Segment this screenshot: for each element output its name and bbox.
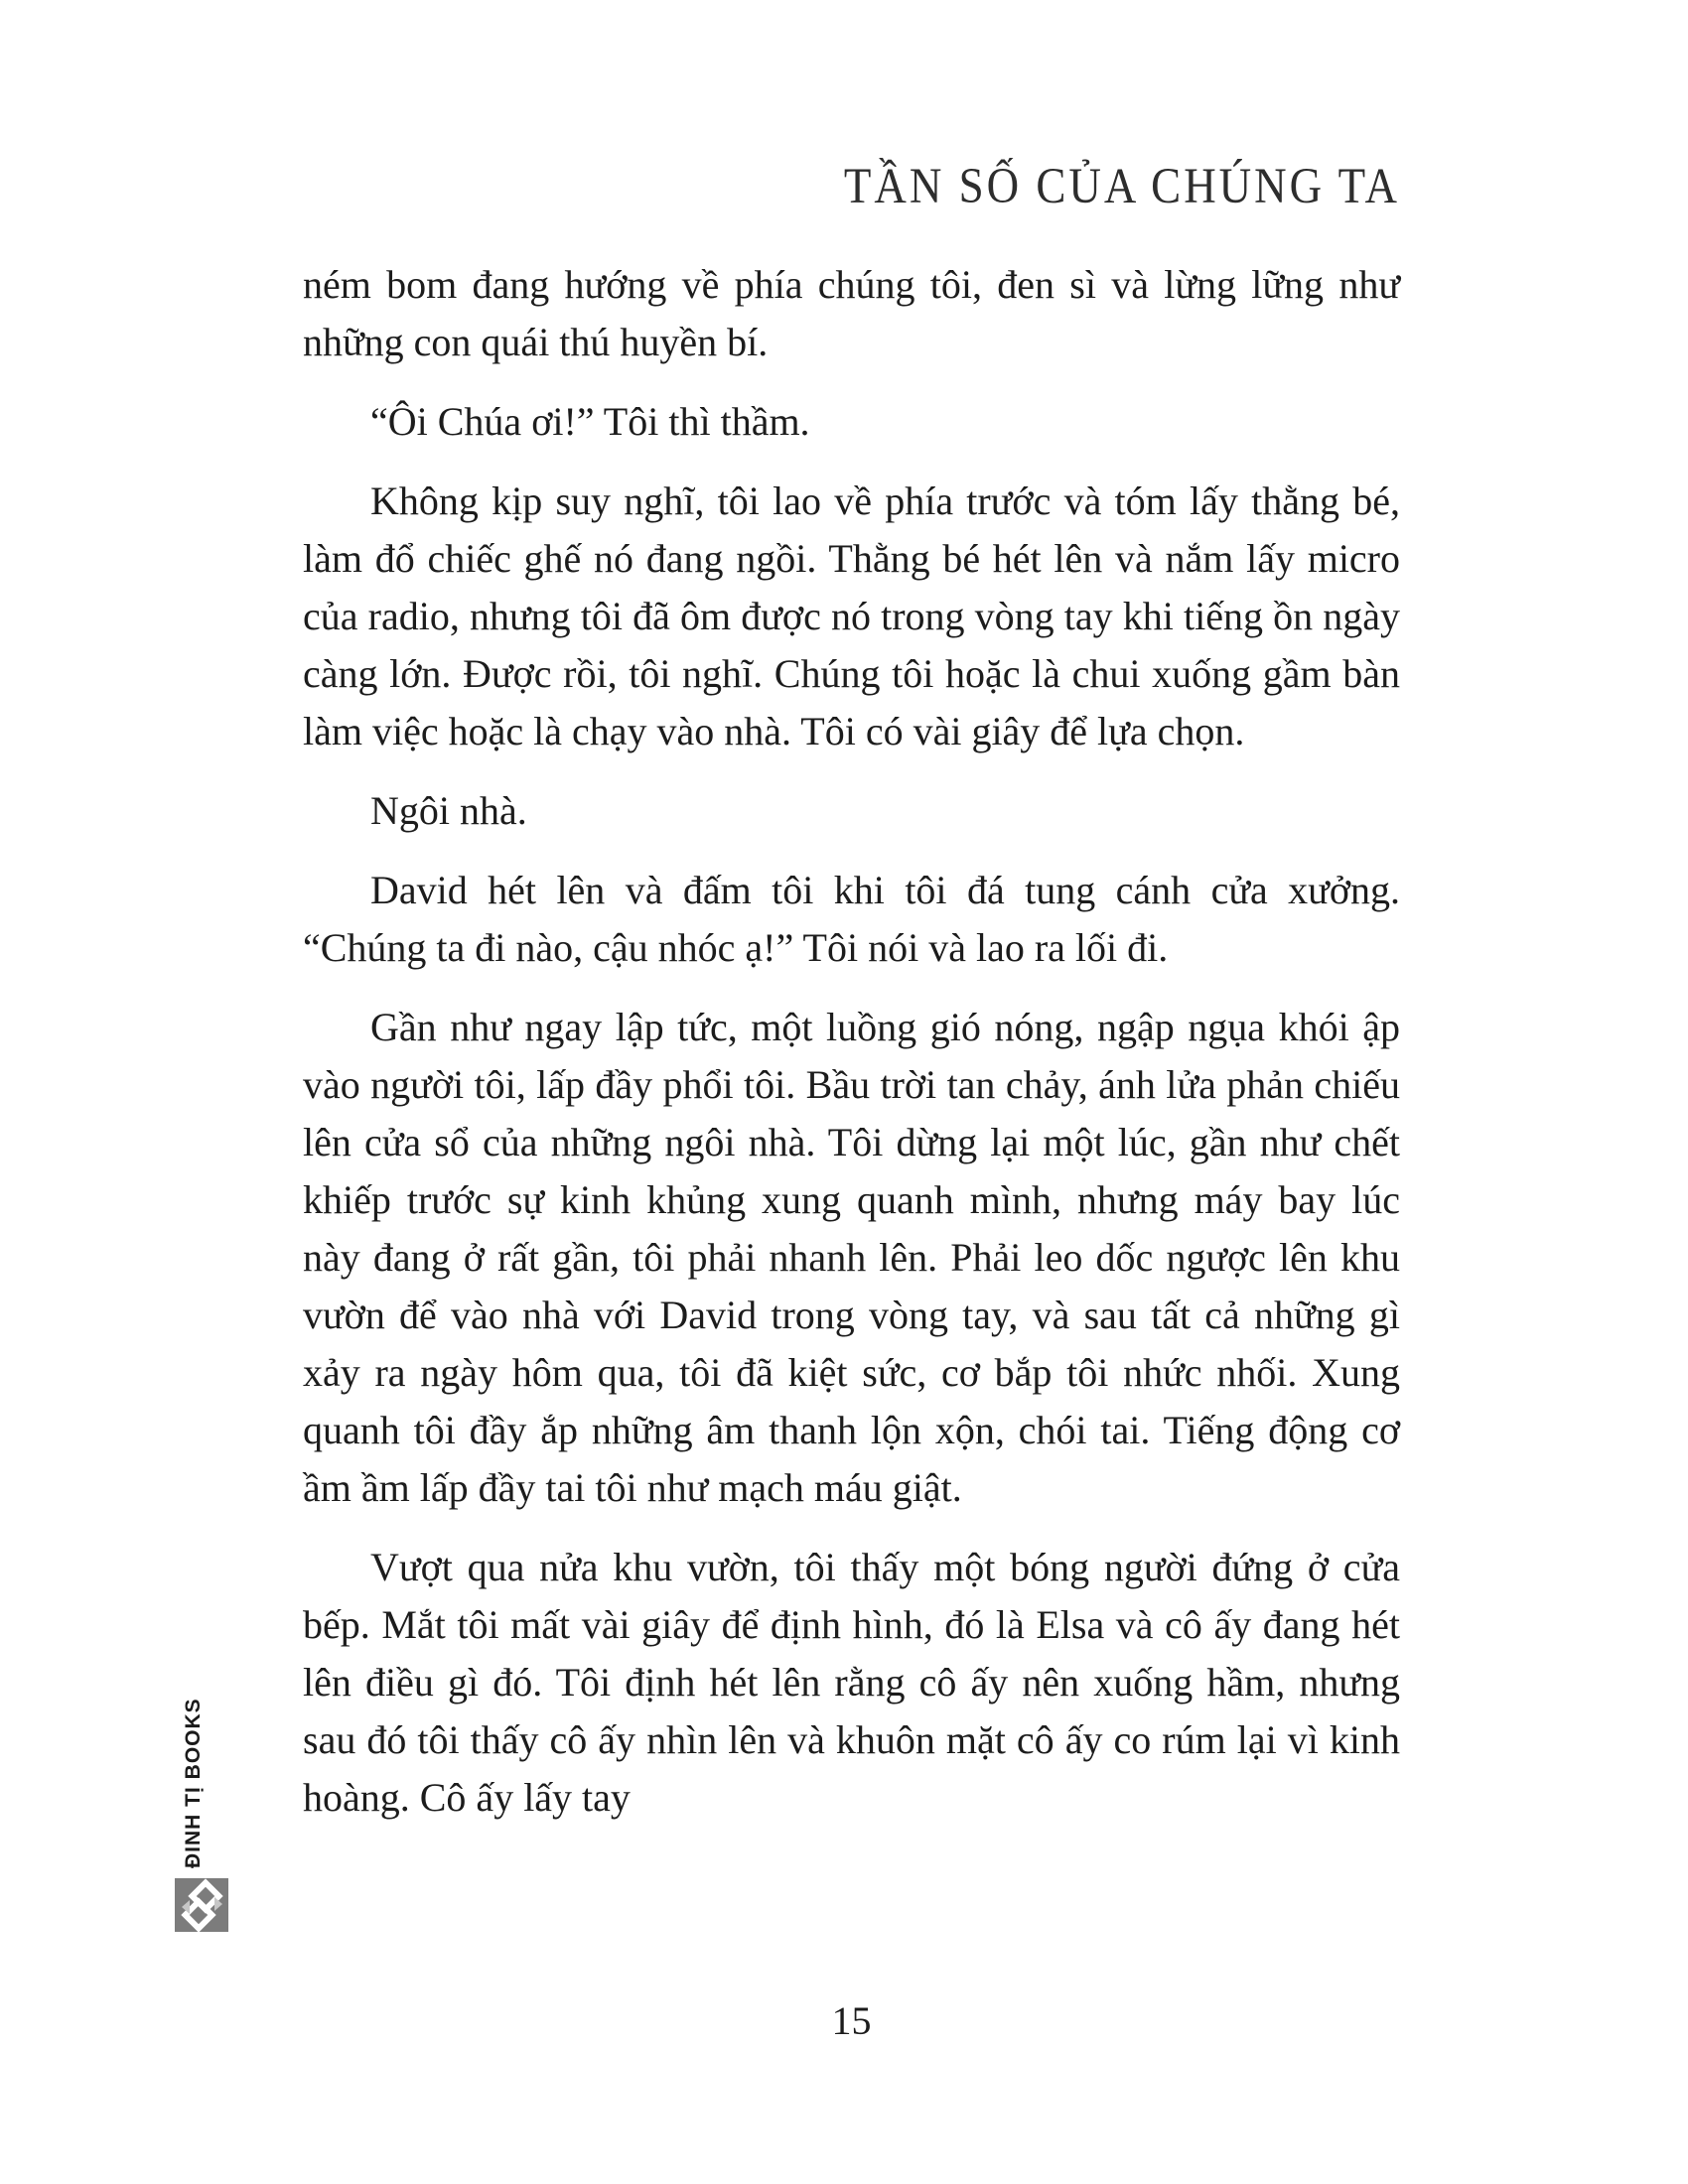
paragraph: “Ôi Chúa ơi!” Tôi thì thầm. [370,399,810,444]
paragraph: ném bom đang hướng về phía chúng tôi, đen sì và lừng lững như những con quái thú huyền bí. [303,262,1400,364]
running-header-title: TẦN SỐ CỦA CHÚNG TA [843,158,1400,214]
paragraph: Không kịp suy nghĩ, tôi lao về phía trước và tóm lấy thằng bé, làm đổ chiếc ghế nó đang ngồi. Thằng bé hét lên và nắm lấy micro của radio, nhưng tôi đã ôm được nó trong vòng tay khi tiếng ồn ngày càng lớn. Được rồi, tôi nghĩ. Chúng tôi hoặc là chui xuống gầm bàn làm việc hoặc là chạy vào nhà. Tôi có vài giây để lựa chọn. [303,478,1400,753]
body-text [303,256,1400,1848]
publisher-name-vertical: ĐINH TỊ BOOKS [182,1698,205,1868]
paragraph: Ngôi nhà. [370,788,527,833]
page-number: 15 [831,1998,872,2043]
paragraph: David hét lên và đấm tôi khi tôi đá tung cánh cửa xưởng. “Chúng ta đi nào, cậu nhóc ạ!” Tôi nói và lao ra lối đi. [303,868,1400,970]
paragraph: Vượt qua nửa khu vườn, tôi thấy một bóng người đứng ở cửa bếp. Mắt tôi mất vài giây để định hình, đó là Elsa và cô ấy đang hét lên điều gì đó. Tôi định hét lên rằng cô ấy nên xuống hầm, nhưng sau đó tôi thấy cô ấy nhìn lên và khuôn mặt cô ấy co rúm lại vì kinh hoàng. Cô ấy lấy tay [303,1545,1400,1820]
paragraph: Gần như ngay lập tức, một luồng gió nóng, ngập ngụa khói ập vào người tôi, lấp đầy phổi tôi. Bầu trời tan chảy, ánh lửa phản chiếu lên cửa sổ của những ngôi nhà. Tôi dừng lại một lúc, gần như chết khiếp trước sự kinh khủng xung quanh mình, nhưng máy bay lúc này đang ở rất gần, tôi phải nhanh lên. Phải leo dốc ngược lên khu vườn để vào nhà với David trong vòng tay, và sau tất cả những gì xảy ra ngày hôm qua, tôi đã kiệt sức, cơ bắp tôi nhức nhối. Xung quanh tôi đầy ắp những âm thanh lộn xộn, chói tai. Tiếng động cơ ầm ầm lấp đầy tai tôi như mạch máu giật. [303,1005,1400,1510]
publisher-logo-icon [175,1878,228,1932]
